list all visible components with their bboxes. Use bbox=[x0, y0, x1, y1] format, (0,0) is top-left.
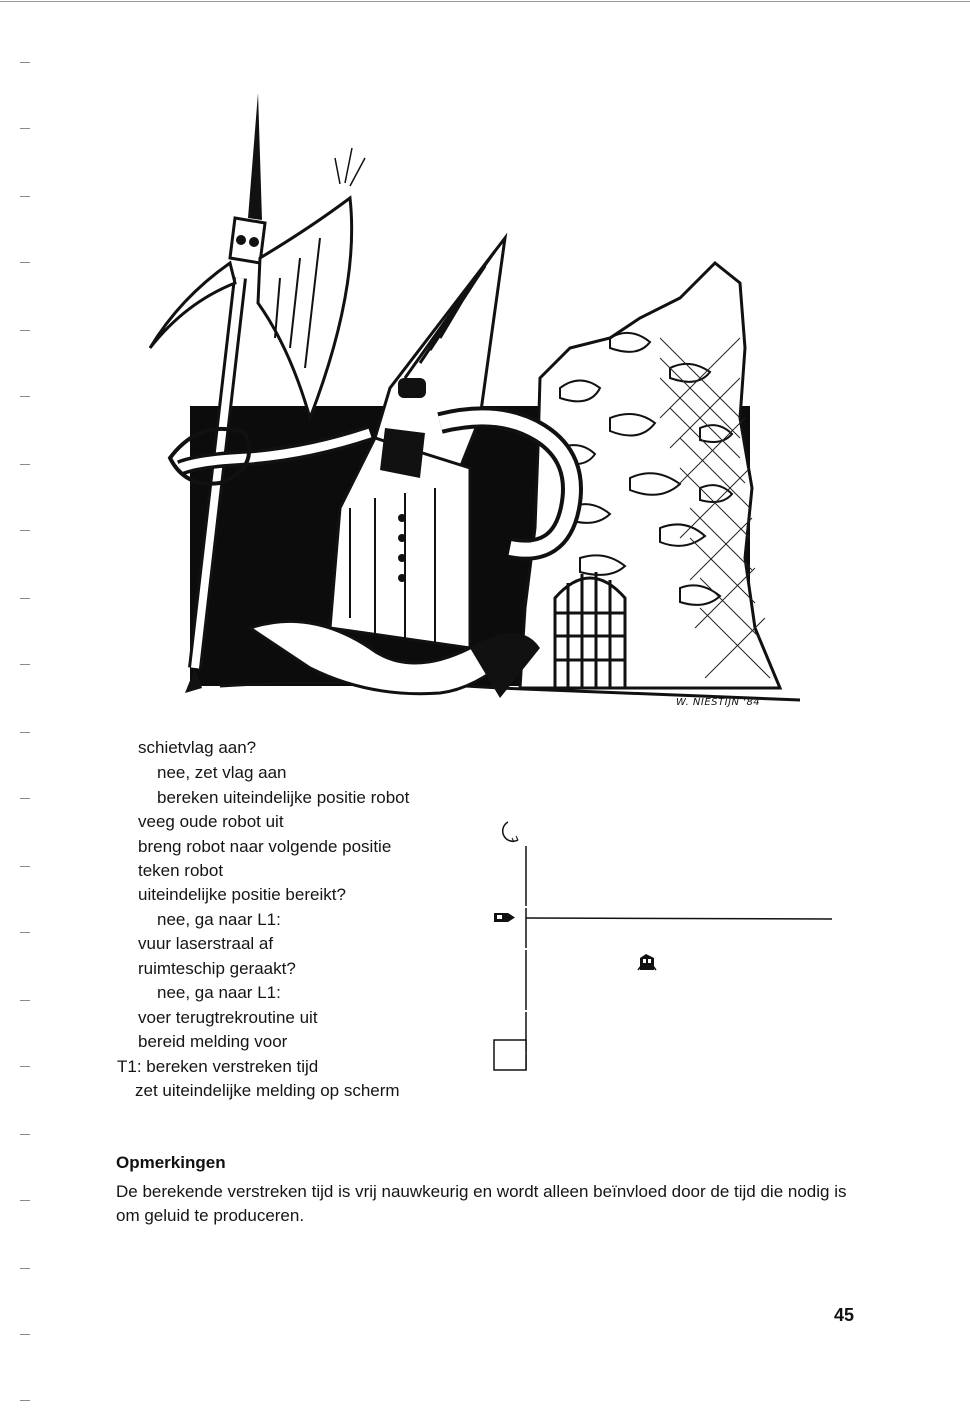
algorithm-line: uiteindelijke positie bereikt? bbox=[138, 885, 346, 904]
algorithm-line: teken robot bbox=[138, 861, 224, 880]
margin-tick bbox=[20, 598, 30, 599]
margin-tick bbox=[20, 62, 30, 63]
margin-tick bbox=[20, 262, 30, 263]
margin-tick bbox=[20, 866, 30, 867]
algorithm-line: ruimteschip geraakt? bbox=[138, 959, 296, 978]
margin-tick bbox=[20, 732, 30, 733]
margin-tick bbox=[20, 932, 30, 933]
laser-beam-line bbox=[526, 918, 832, 919]
margin-tick bbox=[20, 530, 30, 531]
game-screen-sketch bbox=[488, 818, 838, 1080]
margin-tick bbox=[20, 1200, 30, 1201]
margin-tick bbox=[20, 1066, 30, 1067]
stone-wall bbox=[520, 263, 780, 688]
algorithm-line: zet uiteindelijke melding op scherm bbox=[135, 1081, 400, 1100]
artist-signature: W. NIESTIJN '84 bbox=[676, 697, 761, 708]
margin-tick bbox=[20, 396, 30, 397]
top-edge-rule bbox=[0, 1, 970, 2]
moon-icon bbox=[503, 822, 518, 842]
margin-tick bbox=[20, 128, 30, 129]
margin-tick bbox=[20, 196, 30, 197]
robot-marker-icon bbox=[494, 913, 515, 922]
algorithm-line: T1: bereken verstreken tijd bbox=[117, 1057, 319, 1076]
margin-tick bbox=[20, 1334, 30, 1335]
algorithm-line: veeg oude robot uit bbox=[138, 812, 284, 831]
page-number: 45 bbox=[834, 1305, 855, 1325]
algorithm-line: nee, zet vlag aan bbox=[157, 763, 287, 782]
algorithm-line: schietvlag aan? bbox=[138, 738, 257, 757]
margin-tick bbox=[20, 330, 30, 331]
algorithm-line: nee, ga naar L1: bbox=[157, 983, 281, 1002]
algorithm-line: vuur laserstraal af bbox=[138, 934, 274, 953]
margin-tick bbox=[20, 464, 30, 465]
margin-tick bbox=[20, 1000, 30, 1001]
margin-tick bbox=[20, 1134, 30, 1135]
spaceship-icon bbox=[638, 954, 656, 970]
algorithm-line: bereid melding voor bbox=[138, 1032, 288, 1051]
base-box-icon bbox=[494, 1040, 526, 1070]
margin-tick bbox=[20, 1400, 30, 1401]
remarks-heading: Opmerkingen bbox=[116, 1153, 226, 1172]
robot-knight-illustration bbox=[140, 88, 820, 718]
margin-tick bbox=[20, 798, 30, 799]
margin-tick-marks bbox=[20, 0, 32, 1421]
algorithm-line: bereken uiteindelijke positie robot bbox=[157, 788, 410, 807]
margin-tick bbox=[20, 1268, 30, 1269]
remarks-paragraph: De berekende verstreken tijd is vrij nauwkeurig en wordt alleen beïnvloed door de tijd die nodig is om geluid te produceren. bbox=[116, 1182, 847, 1225]
algorithm-line: nee, ga naar L1: bbox=[157, 910, 281, 929]
algorithm-line: breng robot naar volgende positie bbox=[138, 837, 392, 856]
algorithm-line: voer terugtrekroutine uit bbox=[138, 1008, 318, 1027]
margin-tick bbox=[20, 664, 30, 665]
barred-door bbox=[555, 572, 625, 688]
